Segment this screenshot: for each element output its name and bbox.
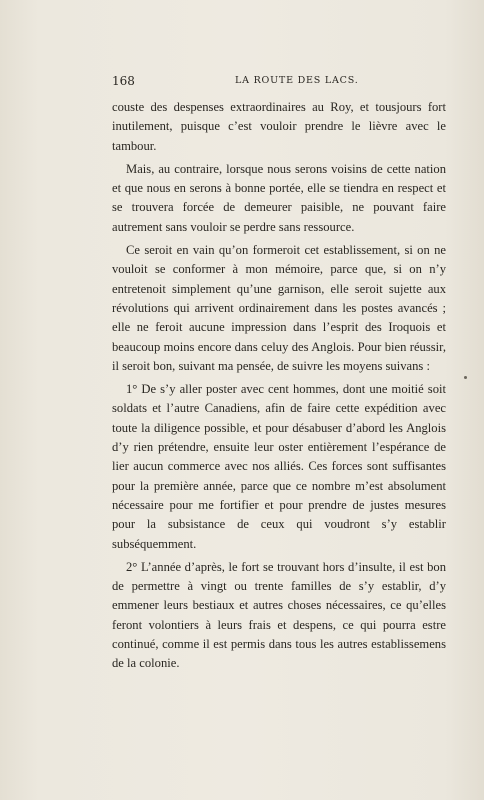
paragraph: Mais, au contraire, lorsque nous serons voisins de cette nation et que nous en serons à bonne portée, elle se tiendra en respect et se trouvera forcée de demeurer paisible, ne pouvant faire autrement sans vouloir se perdre sans ressource.	[112, 161, 446, 234]
paragraph: 2° L’année d’après, le fort se trouvant hors d’insulte, il est bon de permettre à vingt ou trente familles de s’y establir, d’y emmener leurs bestiaux et autres choses nécessaires, ce qu’elles feront volontiers à leurs frais et despens, ce qui pourra estre continué, comme il est permis dans tous les autres establissemens de la colonie.	[112, 559, 446, 671]
page-number: 168	[112, 74, 135, 88]
paragraph-continuation: couste des despenses extraordinaires au Roy, et tousjours fort inutilement, puisque c’est vouloir prendre le lièvre avec le tambour.	[112, 100, 446, 153]
paragraph: Ce seroit en vain qu’on formeroit cet establissement, si on ne vouloit se conformer à mon mémoire, parce que, si on n’y entretenoit simplement qu’une garnison, elle seroit sujette aux révolutions qui arrivent ordinairement dans les postes avancés ; elle ne feroit aucune impression dans l’esprit des Iroquois et beaucoup moins encore dans celuy des Anglois. Pour bien réussir, il seroit bon, suivant ma pensée, de suivre les moyens suivans :	[112, 243, 446, 373]
running-title: LA ROUTE DES LACS.	[235, 75, 359, 86]
margin-ink-speck	[464, 376, 467, 379]
body-text	[112, 98, 446, 678]
page-header	[112, 74, 434, 90]
paragraph: 1° De s’y aller poster avec cent hommes, dont une moitié soit soldats et l’autre Canadiens, afin de faire cette expédition avec toute la diligence possible, et pour désabuser d’abord les Anglois d’y rien prétendre, ensuite leur oster entièrement l’espérance de lier aucun commerce avec nos alliés. Ces forces sont suffisantes pour la première année, parce que ce nombre m’est absolument nécessaire pour me fortifier et pour prendre de justes mesures pour la subsistance de ceux qui voudront s’y establir subséquemment.	[112, 382, 446, 551]
